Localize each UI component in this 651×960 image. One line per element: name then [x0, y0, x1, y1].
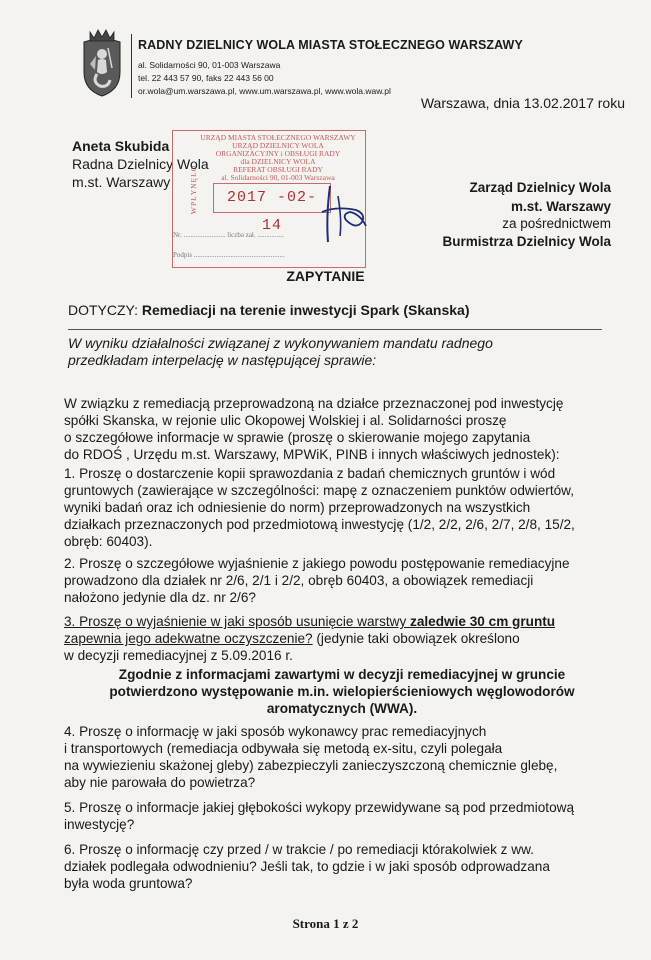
stamp-signature-field: Podpis ....................................................: [173, 251, 285, 259]
paragraph-line: na wywiezieniu skażonej gleby) zabezpieczyli zanieczyszczoną chemicznie glebę,: [64, 758, 558, 773]
stamp-date: 2017 -02- 14: [213, 183, 331, 213]
paragraph-line: działek podlegała odwodnieniu? Jeśli tak, to gdzie i w jaki sposób odprowadzana: [64, 859, 550, 874]
question-4: [64, 723, 612, 791]
paragraph-line: nałożono jedynie dla dz. nr 2/6?: [64, 590, 256, 605]
intro-line-1: W wyniku działalności związanej z wykonywaniem mandatu radnego: [68, 335, 493, 351]
subject-label: DOTYCZY:: [68, 302, 139, 318]
letterhead-org-name: RADNY DZIELNICY WOLA MIASTA STOŁECZNEGO WARSZAWY: [138, 38, 523, 52]
paragraph-line: [64, 613, 612, 630]
sender-city: m.st. Warszawy: [72, 174, 171, 190]
stamp-number-field: Nr. ........................ liczba zał. ...............: [173, 231, 284, 239]
paragraph-line: gruntowych (zawierające w szczególności: mapę z oznaczeniem punktów odwiertów,: [64, 483, 575, 498]
letterhead-emails: or.wola@um.warszawa.pl, www.um.warszawa.pl, www.wola.waw.pl: [138, 86, 391, 96]
paragraph-line: wyniki badań oraz ich odniesienie do norm) przeprowadzonych na wszystkich: [64, 500, 531, 515]
letterhead-phone: tel. 22 443 57 90, faks 22 443 56 00: [138, 73, 274, 83]
sender-role: Radna Dzielnicy Wola: [72, 156, 209, 172]
paragraph-line: 2. Proszę o szczegółowe wyjaśnienie z jakiego powodu postępowanie remediacyjne: [64, 556, 570, 571]
letter-date: Warszawa, dnia 13.02.2017 roku: [420, 95, 625, 111]
stamp-line: al. Solidarności 90, 01-003 Warszawa: [221, 173, 335, 182]
paragraph-line: spółki Skanska, w rejonie ulic Okopowej Wolskiej i al. Solidarności proszę: [64, 413, 507, 428]
paragraph-line: aby nie parowała do powietrza?: [64, 775, 256, 790]
paragraph-line: 5. Proszę o informacje jakiej głębokości wykopy przewidywane są pod przedmiotową: [64, 800, 575, 815]
subject-text: Remediacji na terenie inwestycji Spark (Skanska): [141, 302, 470, 318]
paragraph-line: Zgodnie z informacjami zawartymi w decyzji remediacyjnej w gruncie: [118, 667, 566, 682]
paragraph-line: 4. Proszę o informację w jaki sposób wykonawcy prac remediacyjnych: [64, 724, 487, 739]
question-5: [64, 799, 612, 833]
stamp-line: ORGANIZACYJNY i OBSŁUGI RADY: [215, 149, 341, 158]
paragraph-line: W związku z remediacją przeprowadzoną na działce przeznaczonej pod inwestycję: [64, 396, 564, 411]
stamp-line: dla DZIELNICY WOLA: [240, 157, 316, 166]
paragraph-line: o szczegółowe informacje w sprawie (proszę o skierowanie mojego zapytania: [64, 430, 531, 445]
paragraph-line: potwierdzono występowanie m.in. wielopierścieniowych węglowodorów: [109, 684, 575, 699]
q3-underlined: zapewnia jego adekwatne oczyszczenie?: [64, 631, 313, 646]
finding-paragraph: [82, 666, 602, 717]
q3-continuation: (jedynie taki obowiązek określono: [312, 631, 520, 646]
paragraph-line: 6. Proszę o informację czy przed / w trakcie / po remediacji którakolwiek z ww.: [64, 842, 534, 857]
page-number: Strona 1 z 2: [292, 916, 359, 931]
recipient-line-4: Burmistrza Dzielnicy Wola: [442, 234, 611, 249]
q3-text: 3. Proszę o wyjaśnienie w jaki sposób usunięcie warstwy: [64, 614, 411, 629]
paragraph-line: 1. Proszę o dostarczenie kopii sprawozdania z badań chemicznych gruntów i wód: [64, 466, 556, 481]
q3-emphasis: zaledwie 30 cm gruntu: [410, 614, 556, 629]
stamp-side-label: WPŁYNĘŁO: [189, 164, 199, 215]
paragraph-line: prowadzono dla działek nr 2/6, 2/1 i 2/2, obręb 60403, a obowiązek remediacji: [64, 573, 534, 588]
paragraph-line: obręb: 60403).: [64, 534, 153, 549]
question-3: [64, 613, 612, 664]
paragraph-line: działkach przeznaczonych pod przedmiotową inwestycję (1/2, 2/2, 2/6, 2/7, 2/8, 15/2,: [64, 517, 575, 532]
recipient-line-2: m.st. Warszawy: [510, 199, 611, 214]
document-title: ZAPYTANIE: [286, 268, 365, 284]
paragraph-line: do RDOŚ , Urzędu m.st. Warszawy, MPWiK, PINB i innych właściwych jednostek):: [64, 447, 560, 462]
handwritten-signature: [316, 176, 372, 246]
paragraph-context: [64, 395, 612, 463]
stamp-line: URZĄD MIASTA STOŁECZNEGO WARSZAWY: [200, 133, 356, 142]
paragraph-line: inwestycję?: [64, 817, 135, 832]
paragraph-line: była woda gruntowa?: [64, 876, 193, 891]
paragraph-line: i transportowych (remediacja odbywała się metodą ex-situ, czyli polegała: [64, 741, 503, 756]
letterhead-address: al. Solidarności 90, 01-003 Warszawa: [138, 60, 281, 70]
letterhead-divider: [131, 34, 132, 98]
intro-line-2: przedkładam interpelację w następującej sprawie:: [68, 352, 377, 368]
stamp-line: URZĄD DZIELNICY WOLA: [232, 141, 324, 150]
question-6: [64, 841, 612, 892]
paragraph-line: w decyzji remediacyjnej z 5.09.2016 r.: [64, 648, 293, 663]
warsaw-crest-logo: [80, 28, 124, 98]
recipient-line-3: za pośrednictwem: [502, 216, 611, 231]
recipient-line-1: Zarząd Dzielnicy Wola: [469, 180, 611, 195]
paragraph-line: aromatycznych (WWA).: [266, 701, 418, 716]
subject-rule: [68, 329, 602, 330]
sender-name: Aneta Skubida: [72, 138, 170, 154]
question-1: [64, 465, 612, 550]
question-2: [64, 555, 612, 606]
stamp-line: REFERAT OBSŁUGI RADY: [233, 165, 323, 174]
subject-line: [68, 302, 470, 318]
